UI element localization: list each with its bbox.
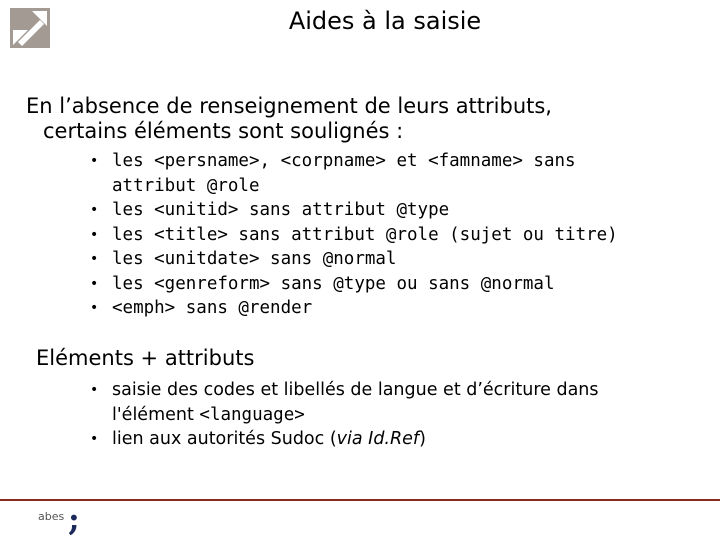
- footer-divider: [0, 499, 720, 501]
- list-item-text-prefix: l'élément: [112, 404, 200, 425]
- bullet: •: [90, 202, 99, 218]
- list-item-text-continued: attribut @role: [112, 175, 260, 196]
- list-item: [90, 149, 618, 198]
- list-item-text: lien aux autorités Sudoc (: [112, 429, 337, 449]
- bullet: •: [90, 275, 99, 292]
- list-item-text: les <unitid> sans attribut @type: [112, 200, 450, 220]
- list-item: [90, 247, 618, 272]
- bullet: •: [90, 300, 99, 316]
- highlighted-elements-list: [90, 149, 618, 321]
- list-item: [90, 427, 599, 452]
- list-item: [90, 296, 618, 321]
- intro-text: [26, 94, 676, 144]
- list-item-text: les <genreform> sans @type ou sans @normal: [112, 273, 555, 294]
- intro-line-1: En l’absence de renseignement de leurs attributs,: [26, 94, 552, 118]
- list-item-text: les <persname>, <corpname> et <famname> sans: [112, 151, 576, 171]
- list-item-text: saisie des codes et libellés de langue et d’écriture dans: [112, 380, 599, 400]
- bullet: •: [90, 251, 99, 267]
- attributes-list: [90, 378, 599, 452]
- list-item-suffix: ): [419, 429, 426, 449]
- bullet: •: [90, 153, 99, 169]
- list-item: [90, 272, 618, 297]
- abes-logo-text: abes: [38, 510, 65, 523]
- section-heading: Eléments + attributs: [36, 346, 255, 370]
- list-item-text: les <title> sans attribut @role (sujet ou titre): [112, 224, 618, 245]
- bullet: •: [90, 431, 99, 447]
- list-item-text: les <unitdate> sans @normal: [112, 249, 397, 269]
- page-title: Aides à la saisie: [288, 7, 482, 35]
- list-item: [90, 198, 618, 223]
- language-element-code: <language>: [199, 404, 305, 425]
- bullet: •: [90, 226, 99, 243]
- bullet: •: [90, 382, 99, 398]
- list-item: [90, 378, 599, 427]
- list-item: [90, 223, 618, 248]
- via-idref-text: via Id.Ref: [336, 429, 420, 449]
- list-item-text: <emph> sans @render: [112, 298, 313, 318]
- abes-logo-mark: ;: [68, 500, 80, 538]
- intro-line-2: certains éléments sont soulignés :: [43, 119, 404, 143]
